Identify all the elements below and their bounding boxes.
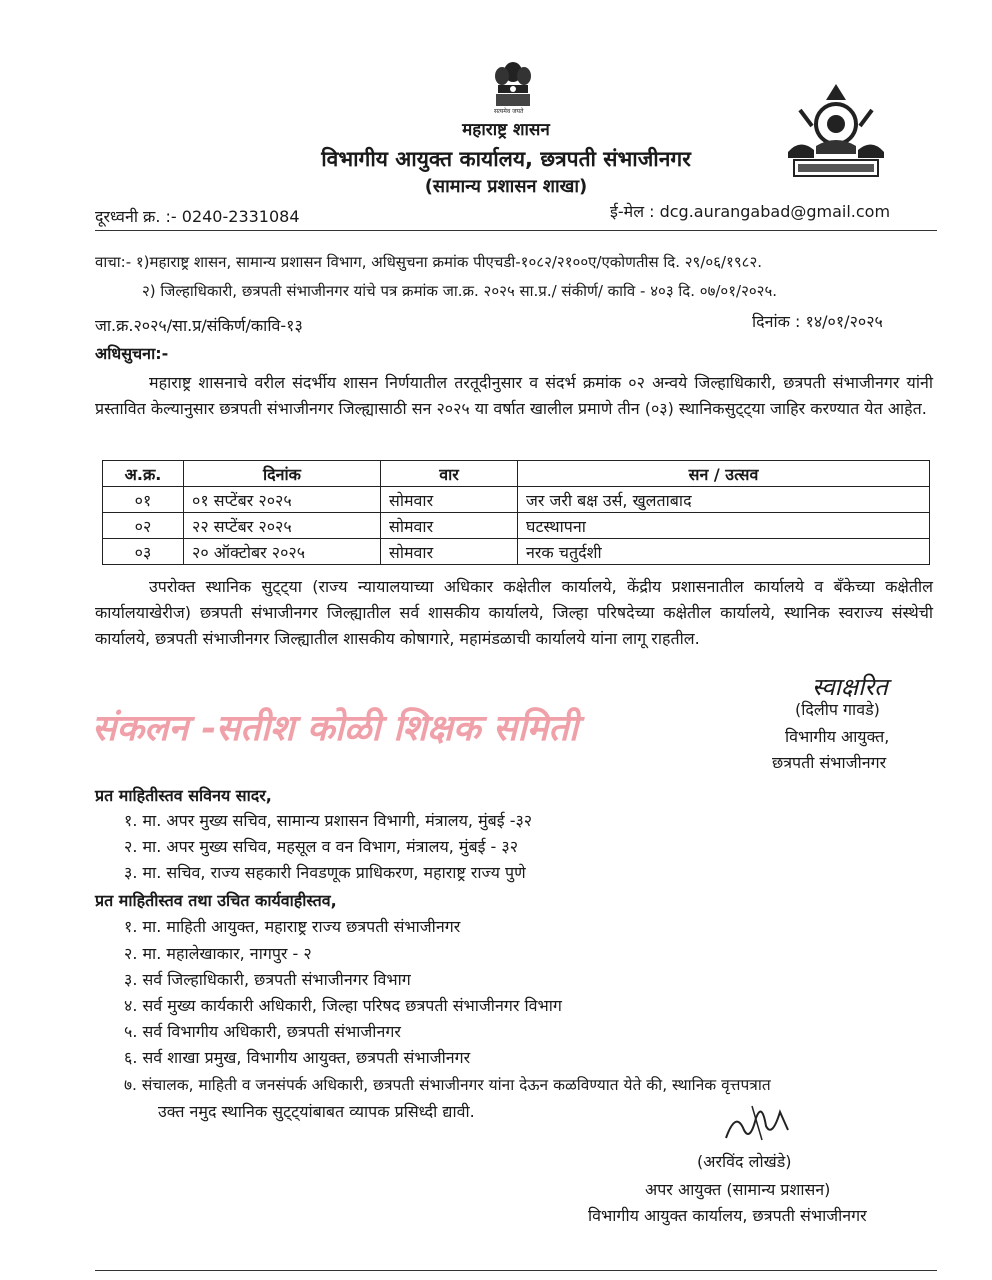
copy-action-item: ३. सर्व जिल्हाधिकारी, छत्रपती संभाजीनगर विभाग — [124, 970, 411, 989]
cell-serial: ०१ — [103, 487, 184, 513]
phone-text: दूरध्वनी क्र. :- 0240-2331084 — [95, 207, 300, 226]
copy-action-item: ६. सर्व शाखा प्रमुख, विभागीय आयुक्त, छत्रपती संभाजीनगर — [124, 1048, 471, 1067]
notice-date: दिनांक : १४/०१/२०२५ — [752, 312, 883, 331]
cell-date: ०१ सप्टेंबर २०२५ — [184, 487, 381, 513]
footer-divider — [95, 1270, 937, 1271]
cell-date: २२ सप्टेंबर २०२५ — [184, 513, 381, 539]
table-row — [103, 539, 930, 565]
copy-action-item: १. मा. माहिती आयुक्त, महाराष्ट्र राज्य छत्रपती संभाजीनगर — [124, 917, 461, 936]
email-text: ई-मेल : dcg.aurangabad@gmail.com — [610, 202, 891, 221]
reference-line-2: २) जिल्हाधिकारी, छत्रपती संभाजीनगर यांचे पत्र क्रमांक जा.क्र. २०२५ सा.प्र./ संकीर्ण/ कावि - ४०३ दि. ०७/०१/२०२५. — [142, 282, 778, 300]
copy-action-item: २. मा. महालेखाकार, नागपुर - २ — [124, 944, 312, 963]
notice-paragraph-text: महाराष्ट्र शासनाचे वरील संदर्भीय शासन निर्णयातील तरतूदीनुसार व संदर्भ क्रमांक ०२ अन्वये जिल्हाधिकारी, छत्रपती संभाजीनगर यांनी प्रस्तावित केल्यानुसार छत्रपती संभाजीनगर जिल्ह्यासाठी सन २०२५ या वर्षात खालील प्रमाणे तीन (०३) स्थानिकसुट्ट्या जाहिर करण्यात येत आहेत. — [95, 373, 933, 418]
gov-title: महाराष्ट्र शासन — [462, 120, 550, 140]
signatory-2-designation: अपर आयुक्त (सामान्य प्रशासन) — [645, 1180, 831, 1199]
branch-title: (सामान्य प्रशासन शाखा) — [424, 176, 588, 197]
copy-action-item: ७. संचालक, माहिती व जनसंपर्क अधिकारी, छत्रपती संभाजीनगर यांना देऊन कळविण्यात येते की, स्थानिक वृत्तपत्रात — [124, 1076, 771, 1094]
reference-number: जा.क्र.२०२५/सा.प्र/संकिर्ण/कावि-१३ — [95, 316, 303, 335]
office-title: विभागीय आयुक्त कार्यालय, छत्रपती संभाजीनगर — [321, 147, 691, 171]
signatory-1-name: (दिलीप गावडे) — [795, 700, 880, 719]
table-row — [103, 513, 930, 539]
emblem-caption: सत्यमेव जयते — [494, 108, 524, 115]
cell-day: सोमवार — [381, 513, 518, 539]
col-header-day: वार — [381, 461, 518, 487]
reference-line-1: वाचा:- १)महाराष्ट्र शासन, सामान्य प्रशासन विभाग, अधिसुचना क्रमांक पीएचडी-१०८२/२१००ए/एकोणतीस दि. २९/०६/१९८२. — [95, 253, 763, 271]
cell-festival: जर जरी बक्ष उर्स, खुलताबाद — [518, 487, 930, 513]
notice-title: अधिसुचना:- — [95, 344, 169, 363]
signatory-2-name: (अरविंद लोखंडे) — [697, 1152, 792, 1171]
holiday-table — [102, 460, 930, 565]
col-header-festival: सन / उत्सव — [518, 461, 930, 487]
copy-action-item: ५. सर्व विभागीय अधिकारी, छत्रपती संभाजीनगर — [124, 1022, 401, 1041]
applicability-paragraph-text: उपरोक्त स्थानिक सुट्ट्या (राज्य न्यायालयाच्या अधिकार कक्षेतील कार्यालये, केंद्रीय प्रशासनातील कार्यालये व बँकेच्या कक्षेतील कार्यालयाखेरीज) छत्रपती संभाजीनगर जिल्ह्यातील सर्व शासकीय कार्यालये, जिल्हा परिषदेच्या कक्षेतील कार्यालये, स्थानिक स्वराज्य संस्थेची कार्यालये, छत्रपती संभाजीनगर जिल्ह्यातील शासकीय कोषागारे, महामंडळाची कार्यालये यांना लागू राहतील. — [95, 577, 933, 648]
header-divider — [95, 230, 937, 231]
cell-day: सोमवार — [381, 539, 518, 565]
signature-1: स्वाक्षरित — [812, 673, 888, 701]
applicability-paragraph — [95, 574, 933, 652]
signatory-1-designation: विभागीय आयुक्त, — [785, 727, 890, 746]
cell-date: २० ऑक्टोबर २०२५ — [184, 539, 381, 565]
notice-paragraph — [95, 370, 933, 422]
table-header-row — [103, 461, 930, 487]
cell-day: सोमवार — [381, 487, 518, 513]
table-row — [103, 487, 930, 513]
copy-info-title: प्रत माहितीस्तव सविनय सादर, — [95, 786, 272, 805]
cell-festival: नरक चतुर्दशी — [518, 539, 930, 565]
copy-action-item-continuation: उक्त नमुद स्थानिक सुट्ट्यांबाबत व्यापक प्रसिध्दी द्यावी. — [158, 1102, 475, 1121]
col-header-date: दिनांक — [184, 461, 381, 487]
cell-serial: ०२ — [103, 513, 184, 539]
watermark-text: संकलन -सतीश कोळी शिक्षक समिती — [92, 707, 579, 749]
copy-action-item: ४. सर्व मुख्य कार्यकारी अधिकारी, जिल्हा परिषद छत्रपती संभाजीनगर विभाग — [124, 996, 562, 1015]
copy-action-title: प्रत माहितीस्तव तथा उचित कार्यवाहीस्तव, — [95, 891, 337, 910]
signature-2 — [722, 1100, 792, 1144]
signatory-2-office: विभागीय आयुक्त कार्यालय, छत्रपती संभाजीनगर — [588, 1206, 867, 1225]
cell-serial: ०३ — [103, 539, 184, 565]
copy-info-item: २. मा. अपर मुख्य सचिव, महसूल व वन विभाग, मंत्रालय, मुंबई - ३२ — [124, 837, 519, 856]
copy-info-item: १. मा. अपर मुख्य सचिव, सामान्य प्रशासन विभागी, मंत्रालय, मुंबई -३२ — [124, 811, 533, 830]
col-header-serial: अ.क्र. — [103, 461, 184, 487]
copy-info-item: ३. मा. सचिव, राज्य सहकारी निवडणूक प्राधिकरण, महाराष्ट्र राज्य पुणे — [124, 863, 526, 882]
signatory-1-place: छत्रपती संभाजीनगर — [772, 753, 887, 772]
cell-festival: घटस्थापना — [518, 513, 930, 539]
